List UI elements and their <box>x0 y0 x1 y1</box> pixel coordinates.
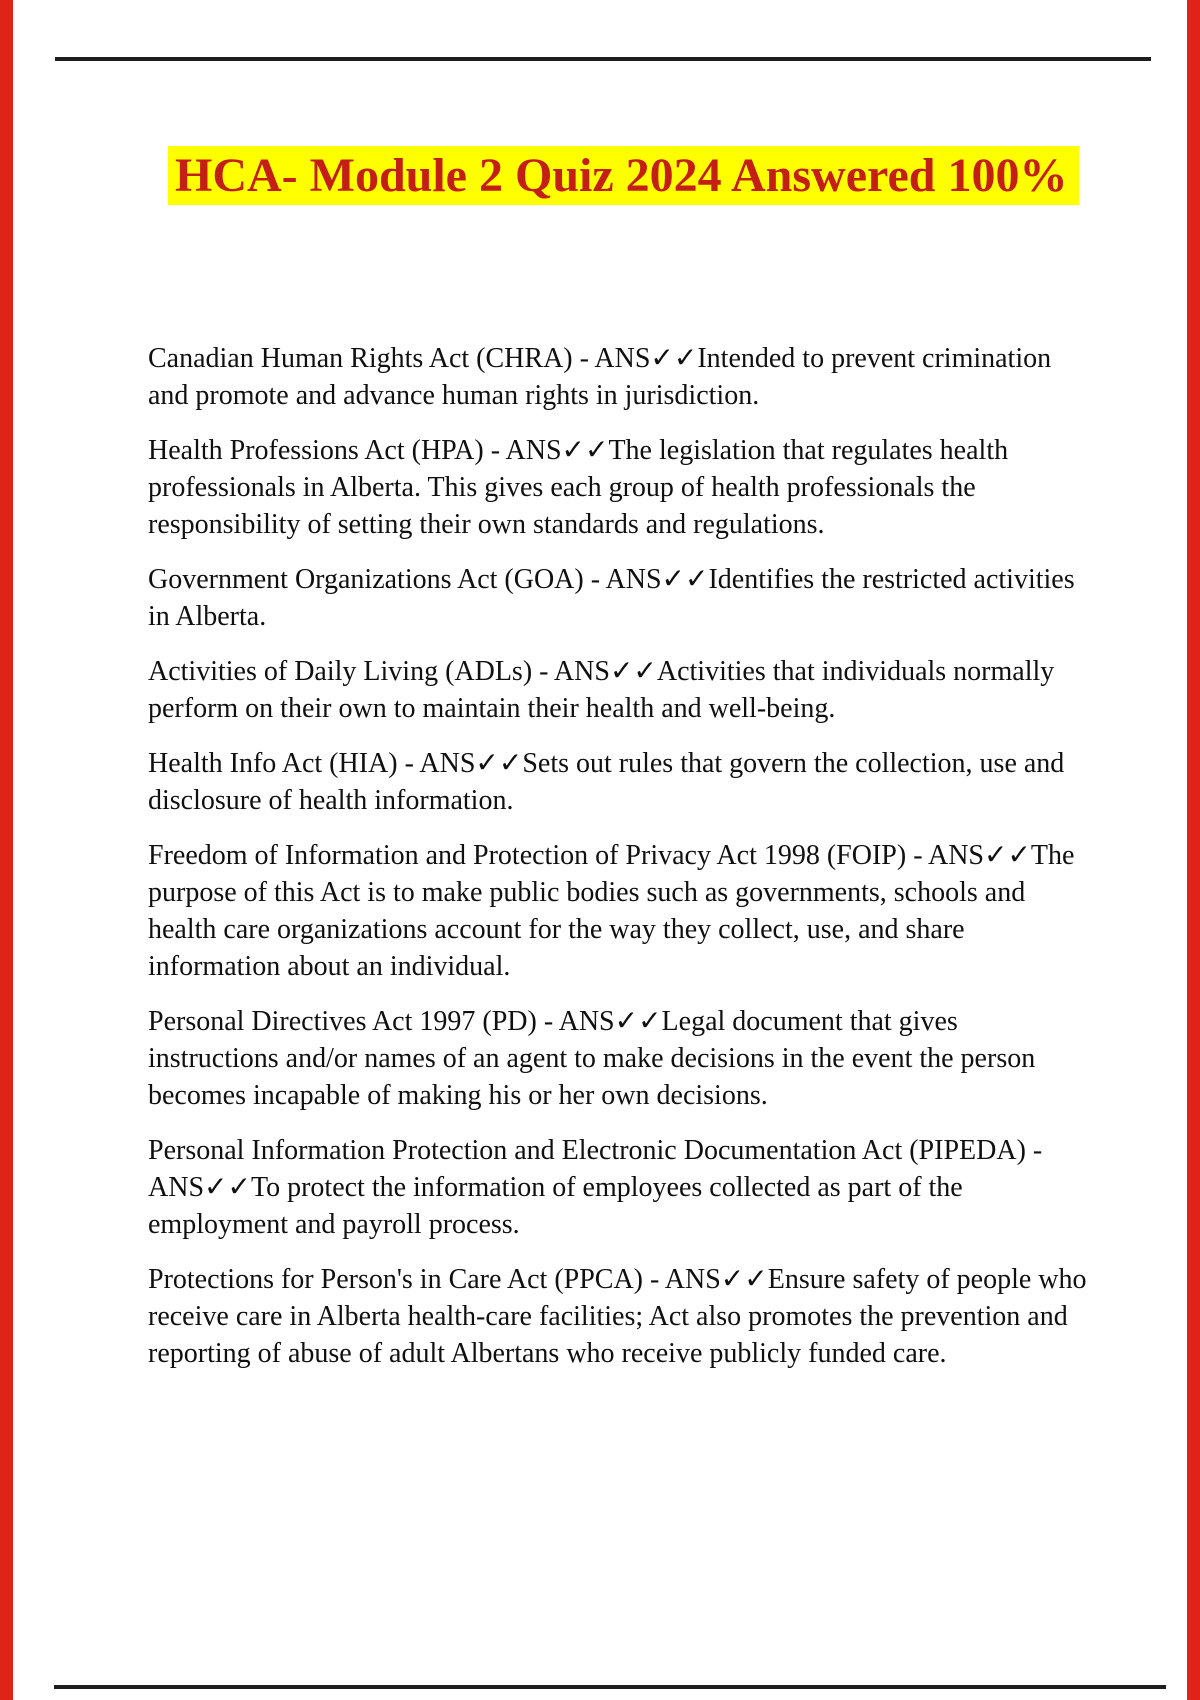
qa-paragraph-hia <box>148 745 1093 819</box>
page-title: HCA- Module 2 Quiz 2024 Answered 100% <box>168 146 1079 205</box>
qa-term: Government Organizations Act (GOA) <box>148 564 584 595</box>
qa-term: Freedom of Information and Protection of Privacy Act 1998 (FOIP) <box>148 840 907 871</box>
ans-checkmarks-marker: - ANS✓✓ <box>532 656 657 687</box>
ans-checkmarks-marker: - ANS✓✓ <box>583 564 709 595</box>
qa-answer: Sets out rules that govern the collection, use and disclosure of health information. <box>148 748 1065 816</box>
left-edge-bar <box>0 0 13 1700</box>
ans-checkmarks-marker: - ANS✓✓ <box>148 1135 1043 1203</box>
ans-checkmarks-marker: - ANS✓✓ <box>536 1006 662 1037</box>
ans-checkmarks-marker: - ANS✓✓ <box>572 343 698 374</box>
qa-paragraph-chra <box>148 340 1093 414</box>
qa-answer: Identifies the restricted activities in Alberta. <box>148 564 1075 632</box>
qa-paragraph-pd <box>148 1003 1093 1114</box>
qa-term: Health Info Act (HIA) <box>148 748 398 779</box>
qa-answer: Legal document that gives instructions and/or names of an agent to make decisions in the event the person becomes incapable of making his or her own decisions. <box>148 1006 1036 1111</box>
ans-checkmarks-marker: - ANS✓✓ <box>643 1264 768 1295</box>
qa-answer: The purpose of this Act is to make public bodies such as governments, schools and health care organizations account for the way they collect, use, and share information about an individual. <box>148 840 1075 982</box>
ans-checkmarks-marker: - ANS✓✓ <box>483 435 609 466</box>
qa-term: Canadian Human Rights Act (CHRA) <box>148 343 573 374</box>
ans-checkmarks-marker: - ANS✓✓ <box>906 840 1031 871</box>
qa-paragraph-foip <box>148 837 1093 985</box>
right-edge-bar <box>1187 0 1200 1700</box>
qa-term: Health Professions Act (HPA) <box>148 435 484 466</box>
qa-paragraph-pipeda <box>148 1132 1093 1243</box>
qa-answer: To protect the information of employees collected as part of the employment and payroll process. <box>148 1172 963 1240</box>
qa-paragraph-goa <box>148 561 1093 635</box>
qa-paragraph-hpa <box>148 432 1093 543</box>
qa-paragraph-adls <box>148 653 1093 727</box>
qa-list <box>148 340 1093 1390</box>
top-rule <box>55 57 1151 61</box>
title-block <box>168 146 1079 205</box>
qa-term: Protections for Person's in Care Act (PPCA) <box>148 1264 644 1295</box>
bottom-rule <box>54 1685 1166 1689</box>
qa-paragraph-ppca <box>148 1261 1093 1372</box>
qa-answer: Ensure safety of people who receive care in Alberta health-care facilities; Act also promotes the prevention and reporting of abuse of adult Albertans who receive publicly funded care. <box>148 1264 1087 1369</box>
qa-term: Personal Information Protection and Electronic Documentation Act (PIPEDA) <box>148 1135 1026 1166</box>
ans-checkmarks-marker: - ANS✓✓ <box>397 748 523 779</box>
qa-answer: Intended to prevent crimination and promote and advance human rights in jurisdiction. <box>148 343 1052 411</box>
qa-term: Activities of Daily Living (ADLs) <box>148 656 533 687</box>
qa-answer: Activities that individuals normally perform on their own to maintain their health and well-being. <box>148 656 1055 724</box>
qa-term: Personal Directives Act 1997 (PD) <box>148 1006 537 1037</box>
qa-answer: The legislation that regulates health professionals in Alberta. This gives each group of health professionals the responsibility of setting their own standards and regulations. <box>148 435 1009 540</box>
